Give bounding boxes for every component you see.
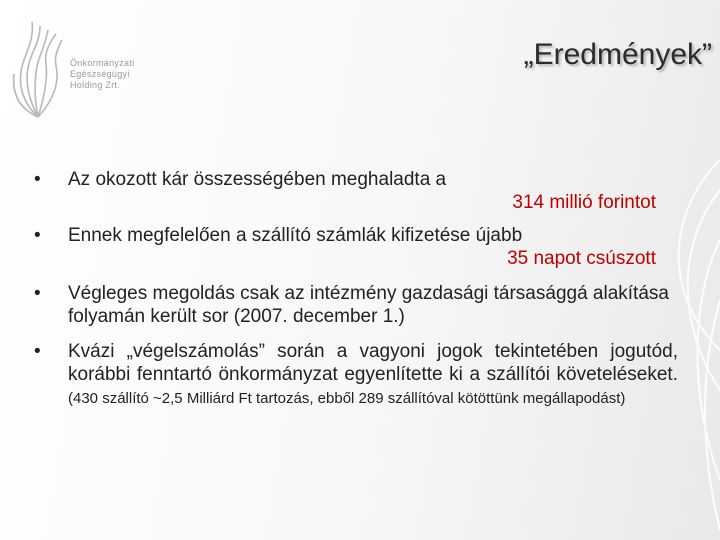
- slide-title: „Eredmények”: [523, 38, 712, 71]
- bullet-marker: •: [34, 341, 41, 362]
- bullet-item-4: [28, 340, 678, 410]
- bullet-item-3: [28, 282, 678, 328]
- bullet-1-text: Az okozott kár összességében meghaladta a: [68, 169, 447, 190]
- bullet-2-text: Ennek megfelelően a szállító számlák kifizetése újabb: [68, 225, 523, 246]
- bullet-item-1: [28, 168, 678, 214]
- organization-name: [70, 58, 134, 91]
- bullet-4-text: Kvázi „végelszámolás” során a vagyoni jogok tekintetében jogutód, korábbi fenntartó önkormányzat egyenlítette ki a szállítói követeléseket.: [68, 341, 678, 385]
- bullet-1-highlight: 314 millió forintot: [512, 192, 656, 213]
- bullet-marker: •: [34, 225, 41, 246]
- bullet-marker: •: [34, 169, 41, 190]
- flame-figure-logo: [10, 12, 66, 122]
- org-line-3: Holding Zrt.: [70, 80, 121, 90]
- bullet-4-note: (430 szállító ~2,5 Milliárd Ft tartozás, ebből 289 szállítóval kötöttünk megállapodást): [68, 390, 626, 407]
- org-line-2: Egészségügyi: [70, 69, 130, 79]
- bullet-list: [28, 168, 678, 410]
- bullet-item-2: [28, 224, 678, 270]
- bullet-2-highlight: 35 napot csúszott: [507, 248, 656, 269]
- org-line-1: Önkormányzati: [70, 58, 135, 68]
- bullet-marker: •: [34, 283, 41, 304]
- bullet-3-text: Végleges megoldás csak az intézmény gazdasági társasággá alakítása folyamán került sor (2007. december 1.): [68, 283, 669, 327]
